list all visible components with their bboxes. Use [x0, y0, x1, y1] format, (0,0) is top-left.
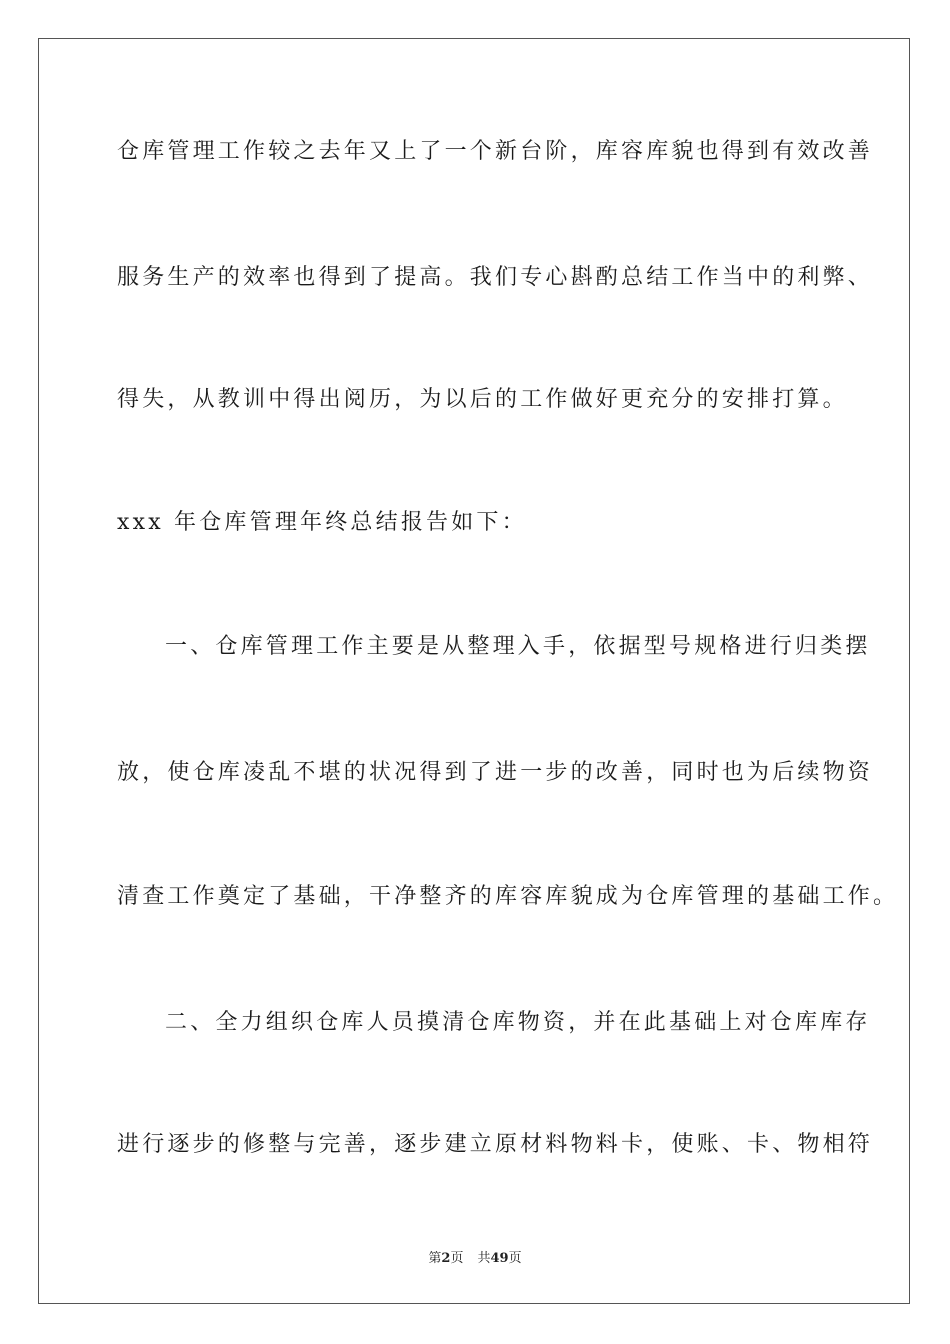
section-two-line-1: 二、全力组织仓库人员摸清仓库物资，并在此基础上对仓库库存 [165, 1010, 871, 1035]
paragraph-line-1: 仓库管理工作较之去年又上了一个新台阶，库容库貌也得到有效改善 [117, 139, 874, 164]
paragraph-line-2: 服务生产的效率也得到了提高。我们专心斟酌总结工作当中的利弊、 [117, 265, 874, 290]
paragraph-line-3: 得失，从教训中得出阅历，为以后的工作做好更充分的安排打算。 [117, 387, 848, 412]
total-prefix: 共 [477, 1251, 491, 1266]
section-one-line-3: 清查工作奠定了基础，干净整齐的库容库貌成为仓库管理的基础工作。 [117, 884, 899, 909]
total-page-count: 49 [490, 1251, 509, 1266]
section-two-line-2: 进行逐步的修整与完善，逐步建立原材料物料卡，使账、卡、物相符 [117, 1132, 874, 1157]
section-one-line-1: 一、仓库管理工作主要是从整理入手，依据型号规格进行归类摆 [165, 634, 871, 659]
page-prefix: 第 [428, 1251, 442, 1266]
current-page-number: 2 [441, 1251, 451, 1266]
page-border [38, 38, 910, 1304]
section-one-line-2: 放，使仓库凌乱不堪的状况得到了进一步的改善，同时也为后续物资 [117, 760, 874, 785]
page-footer [0, 1247, 950, 1266]
total-suffix: 页 [508, 1251, 522, 1266]
report-intro-line: xxx 年仓库管理年终总结报告如下： [117, 510, 527, 535]
page-suffix: 页 [450, 1251, 464, 1266]
